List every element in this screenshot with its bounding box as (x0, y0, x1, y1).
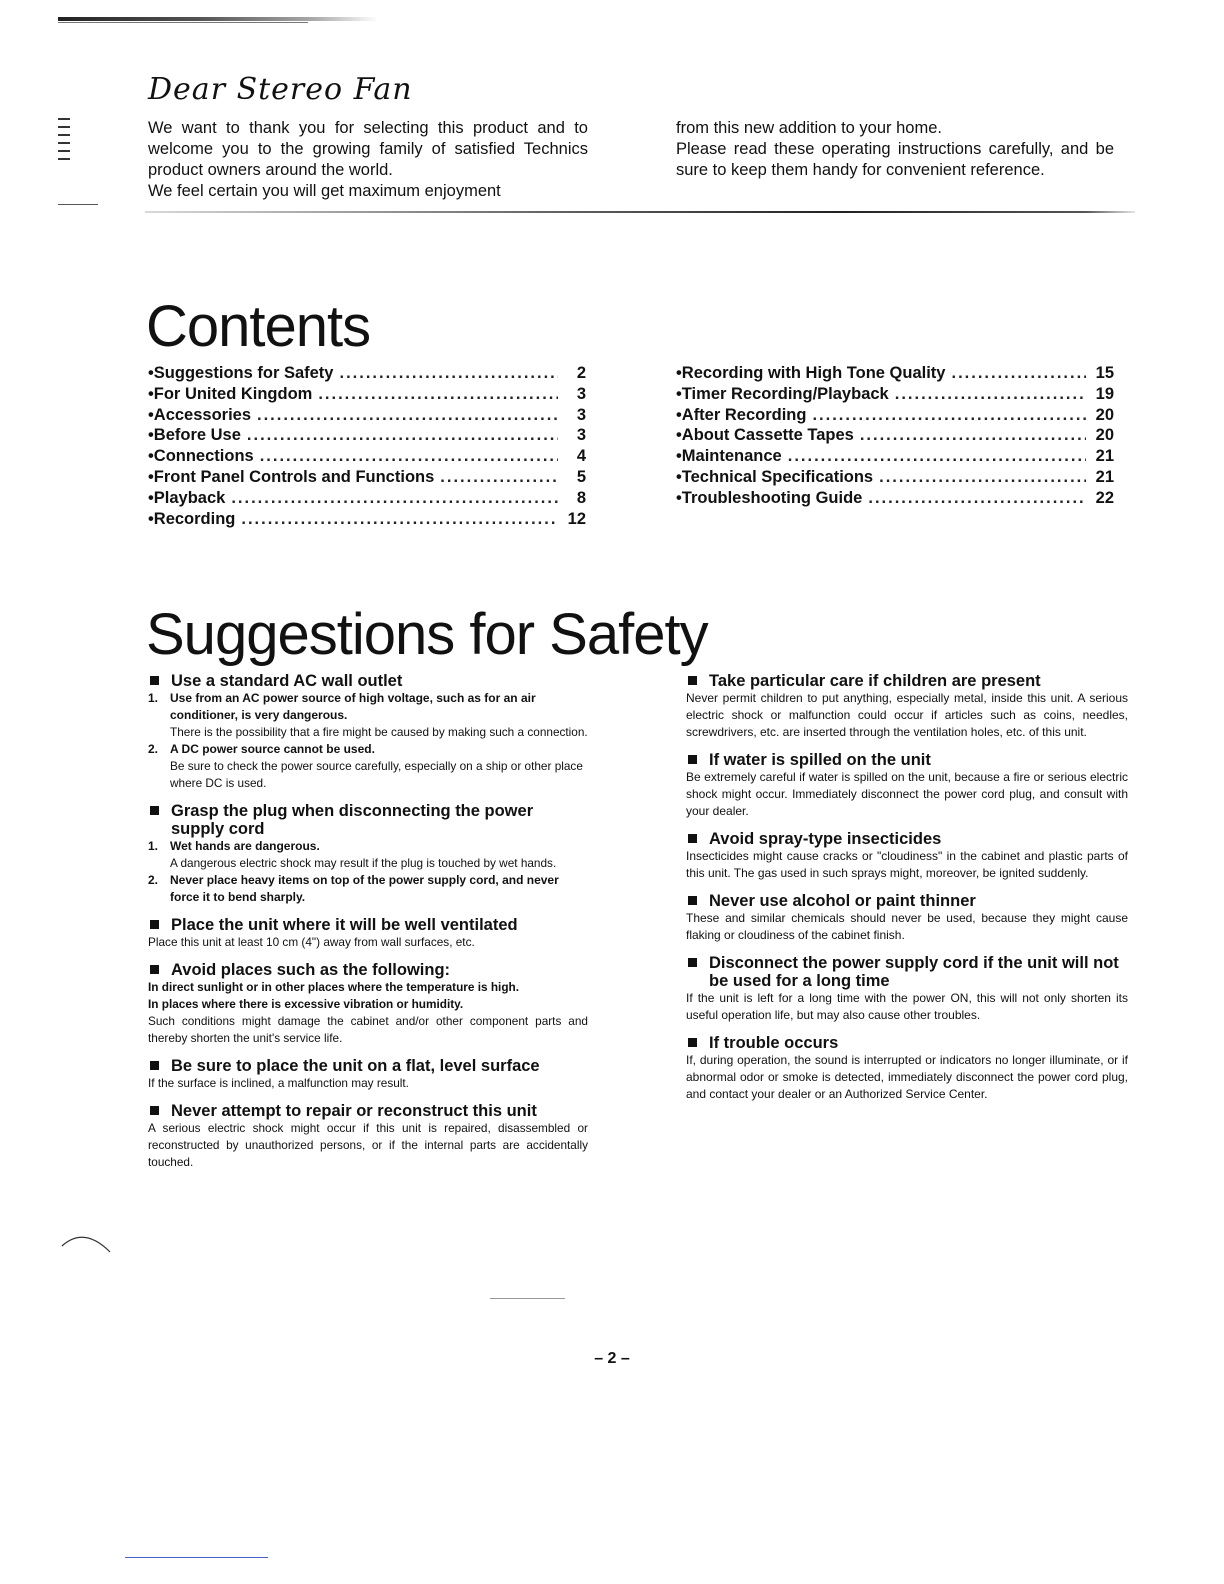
toc-entry[interactable] (148, 447, 586, 468)
toc-entry[interactable] (676, 489, 1114, 510)
toc-leader (247, 426, 558, 445)
toc-entry[interactable] (148, 426, 586, 447)
toc-label: •Maintenance (676, 447, 782, 466)
toc-leader (860, 426, 1086, 445)
safety-section (148, 672, 588, 792)
toc-entry[interactable] (676, 385, 1114, 406)
item-number: 2. (148, 742, 159, 756)
toc-label: •Troubleshooting Guide (676, 488, 863, 507)
section-heading: Place the unit where it will be well ventilated (171, 916, 518, 934)
toc-page: 8 (576, 488, 586, 507)
safety-section (148, 916, 588, 951)
toc-right (676, 364, 1114, 510)
toc-label: •Timer Recording/Playback (676, 384, 889, 403)
toc-leader (868, 489, 1086, 508)
greeting-title: Dear Stereo Fan (148, 72, 413, 107)
toc-label: •Playback (148, 488, 226, 507)
section-heading: Never attempt to repair or reconstruct this unit (171, 1102, 537, 1120)
safety-title: Suggestions for Safety (146, 602, 708, 667)
safety-section (686, 830, 1128, 882)
toc-leader (895, 385, 1086, 404)
section-heading: Grasp the plug when disconnecting the power supply cord (171, 802, 534, 838)
toc-label: •Recording with High Tone Quality (676, 364, 946, 382)
section-heading: Use a standard AC wall outlet (171, 672, 403, 690)
item-text: Be sure to check the power source carefully, especially on a ship or other place where DC is used. (170, 759, 583, 790)
section-bold-text: In direct sunlight or in other places where the temperature is high. (148, 980, 520, 994)
intro-right-p2: Please read these operating instructions carefully, and be sure to keep them handy for convenient reference. (676, 140, 1114, 179)
section-heading: Avoid places such as the following: (171, 961, 451, 979)
toc-page: 3 (576, 405, 586, 424)
toc-entry[interactable] (148, 489, 586, 510)
section-text: If, during operation, the sound is interrupted or indicators no longer illuminate, or if abnormal odor or smoke is detected, immediately disconnect the power cord plug, and contact your dealer or an Authorized Service Center. (686, 1053, 1128, 1101)
toc-entry[interactable] (148, 364, 586, 385)
section-heading: Be sure to place the unit on a flat, level surface (171, 1057, 540, 1075)
toc-leader (318, 385, 558, 404)
section-text: Never permit children to put anything, especially metal, inside this unit. A serious electric shock or malfunction could occur if articles such as coins, needles, screwdrivers, etc. are inserted through the ventilation holes, etc. of this unit. (686, 691, 1128, 739)
toc-label: •Before Use (148, 426, 241, 445)
page-number: – 2 – (594, 1350, 630, 1367)
toc-label: •Recording (148, 509, 236, 528)
toc-entry[interactable] (148, 510, 586, 531)
toc-entry[interactable] (148, 385, 586, 406)
section-text: A serious electric shock might occur if this unit is repaired, disassembled or reconstructed by unauthorized persons, or if the internal parts are accidentally touched. (148, 1121, 588, 1169)
square-bullet-icon (150, 806, 159, 815)
item-bold: A DC power source cannot be used. (170, 742, 375, 756)
toc-page: 22 (1095, 488, 1114, 507)
toc-entry[interactable] (148, 468, 586, 489)
safety-section (686, 954, 1128, 1024)
item-text: There is the possibility that a fire might be caused by making such a connection. (170, 725, 588, 739)
square-bullet-icon (150, 1061, 159, 1070)
section-text: Such conditions might damage the cabinet and/or other component parts and thereby shorten the unit's service life. (148, 1014, 588, 1045)
toc-leader (231, 489, 558, 508)
item-number: 2. (148, 873, 159, 887)
item-bold: Never place heavy items on top of the power supply cord, and never force it to bend sharply. (170, 873, 559, 904)
safety-section (148, 1057, 588, 1092)
square-bullet-icon (688, 834, 697, 843)
toc-label: •Connections (148, 447, 254, 466)
toc-page: 19 (1095, 384, 1114, 403)
section-heading: If trouble occurs (709, 1034, 839, 1052)
binding-marks (58, 118, 70, 174)
safety-section (686, 892, 1128, 944)
toc-entry[interactable] (676, 426, 1114, 447)
section-text: Place this unit at least 10 cm (4") away from wall surfaces, etc. (148, 935, 475, 949)
item-number: 1. (148, 839, 159, 853)
section-bold-text: In places where there is excessive vibration or humidity. (148, 997, 464, 1011)
toc-leader (440, 468, 558, 487)
safety-left-column (148, 672, 588, 1181)
toc-page: 21 (1095, 467, 1114, 486)
square-bullet-icon (150, 1106, 159, 1115)
safety-section (148, 1102, 588, 1171)
intro-left (148, 118, 588, 202)
toc-page: 5 (576, 467, 586, 486)
top-rule (58, 17, 378, 21)
toc-label: •Accessories (148, 405, 252, 424)
toc-left (148, 364, 586, 530)
safety-right-column (686, 672, 1128, 1113)
item-number: 1. (148, 691, 159, 705)
section-text: If the surface is inclined, a malfunction may result. (148, 1076, 409, 1090)
toc-page: 4 (576, 447, 586, 466)
square-bullet-icon (688, 755, 697, 764)
toc-page: 2 (576, 364, 586, 382)
section-heading: Never use alcohol or paint thinner (709, 892, 976, 910)
toc-page: 3 (576, 426, 586, 445)
square-bullet-icon (688, 1038, 697, 1047)
square-bullet-icon (150, 965, 159, 974)
item-bold: Wet hands are dangerous. (170, 839, 320, 853)
toc-page: 21 (1095, 447, 1114, 466)
intro-right (676, 118, 1114, 181)
section-heading: Avoid spray-type insecticides (709, 830, 942, 848)
square-bullet-icon (688, 676, 697, 685)
toc-label: •About Cassette Tapes (676, 426, 854, 445)
section-heading: Disconnect the power supply cord if the unit will not be used for a long time (709, 954, 1119, 990)
toc-page: 15 (1095, 364, 1114, 382)
section-text: If the unit is left for a long time with the power ON, this will not only shorten its useful operation life, but may also cause other troubles. (686, 991, 1128, 1022)
toc-leader (812, 406, 1086, 425)
toc-entry[interactable] (676, 447, 1114, 468)
toc-leader (788, 447, 1086, 466)
toc-leader (257, 406, 558, 425)
toc-entry[interactable] (676, 406, 1114, 427)
scan-mark (490, 1298, 565, 1299)
toc-label: •Suggestions for Safety (148, 364, 334, 382)
toc-leader (879, 468, 1086, 487)
intro-divider (145, 211, 1135, 213)
item-bold: Use from an AC power source of high voltage, such as for an air conditioner, is very dangerous. (170, 691, 536, 722)
toc-leader (260, 447, 558, 466)
toc-label: •Front Panel Controls and Functions (148, 467, 435, 486)
toc-page: 3 (576, 384, 586, 403)
toc-entry[interactable] (676, 364, 1114, 385)
section-heading: Take particular care if children are present (709, 672, 1041, 690)
toc-page: 20 (1095, 426, 1114, 445)
section-text: Be extremely careful if water is spilled on the unit, because a fire or serious electric shock might occur. Immediately disconnect the power cord plug, and consult with your dealer. (686, 770, 1128, 818)
margin-line (58, 204, 98, 205)
safety-section (686, 1034, 1128, 1103)
toc-entry[interactable] (676, 468, 1114, 489)
toc-entry[interactable] (148, 406, 586, 427)
toc-leader (951, 364, 1086, 383)
safety-section (148, 961, 588, 1047)
square-bullet-icon (150, 676, 159, 685)
intro-left-p2: We feel certain you will get maximum enjoyment (148, 182, 501, 200)
square-bullet-icon (688, 896, 697, 905)
toc-label: •After Recording (676, 405, 807, 424)
intro-right-p1: from this new addition to your home. (676, 119, 942, 137)
corner-mark (60, 1232, 112, 1254)
contents-title: Contents (146, 294, 371, 359)
toc-leader (339, 364, 558, 383)
safety-section (686, 751, 1128, 820)
item-text: A dangerous electric shock may result if the plug is touched by wet hands. (170, 856, 557, 870)
toc-label: •Technical Specifications (676, 467, 874, 486)
toc-page: 20 (1095, 405, 1114, 424)
toc-leader (241, 510, 558, 529)
safety-section (148, 802, 588, 906)
intro-left-p1: We want to thank you for selecting this product and to welcome you to the growing family of satisfied Technics product owners around the world. (148, 119, 588, 179)
toc-label: •For United Kingdom (148, 384, 313, 403)
bottom-line (125, 1557, 268, 1558)
square-bullet-icon (688, 958, 697, 967)
top-rule-thin (58, 22, 308, 23)
section-text: These and similar chemicals should never be used, because they might cause flaking or cloudiness of the cabinet finish. (686, 911, 1128, 942)
section-heading: If water is spilled on the unit (709, 751, 931, 769)
section-text: Insecticides might cause cracks or "cloudiness" in the cabinet and plastic parts of this unit. The gas used in such sprays might, moreover, be ignited suddenly. (686, 849, 1128, 880)
toc-page: 12 (567, 509, 586, 528)
square-bullet-icon (150, 920, 159, 929)
safety-section (686, 672, 1128, 741)
